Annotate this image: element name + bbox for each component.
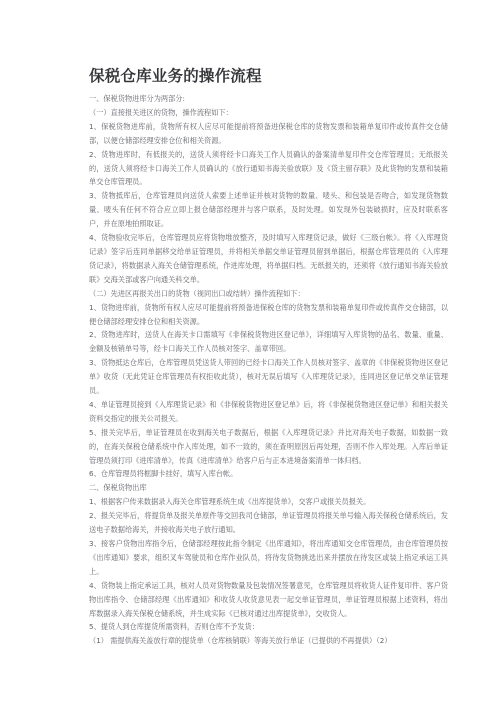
paragraph: 4、货物装上指定承运工具，核对人员对货物数量及包装情况签署意见，仓库管理员将收货人证件复印件、客户货物出库指令、仓储部经理《出库通知》和收货人收货意见表一起交单证管理员，单证管理员根据上述资料，将出库数据录入海关保税仓储系统，并生成实际《已核对通过出库提货单》，交收货人。 [89, 580, 448, 618]
paragraph: 5、提货人到仓库提货所需资料，否则仓库不予发货： [89, 622, 259, 632]
document-title: 保税仓库业务的操作流程 [89, 67, 262, 85]
paragraph: 4、单证管理员接到《入库理货记录》和《非保税货物进区登记单》后，将《非保税货物进区登记单》和相关报关资料交指定的报关公司报关。 [89, 399, 448, 423]
paragraph: 1、货物进库前，货物所有权人应尽可能提前将预备进保税仓库的货物发票和装箱单复印件或传真件交仓储部，以便仓储部经理安排仓位和相关资源。 [89, 302, 448, 326]
paragraph: 1、保税货物进库前，货物所有权人应尽可能提前将预备进保税仓库的货物发票和装箱单复印件或传真件交仓储部，以便仓储部经理安排仓位和相关资源。 [89, 121, 448, 145]
paragraph: 2、报关完毕后，将提货单及报关单原件等交回我司仓储部，单证管理员将报关单号输入海关保税仓储系统后，发送电子数据给海关，并接收海关电子放行通知。 [89, 511, 448, 535]
paragraph: 6、仓库管理员将框脚卡挂好，填写入库台帐。 [89, 469, 238, 479]
subsection-heading: （二）先进区再报关出口的货物（视同出口或结转）操作流程如下： [89, 288, 305, 298]
paragraph: 3、接客户货物出库指令后，仓储部经理按此指令制定《出库通知》，将出库通知交仓库管理员，由仓库管理员按《出库通知》要求，组织叉车驾驶员和仓库作业队员，将待发货物挑选出来并摆放在待发区或装上指定承运工具上。 [89, 539, 448, 576]
paragraph: 3、货物抵达仓库后，仓库管理员凭送货人带回的已经卡口海关工作人员核对签字、盖章的《非保税货物进区登记单》收货（无此凭证仓库管理员有权拒收此货），核对无误后填写《入库理货记录》，连同进区登记单交单证管理员。 [89, 358, 448, 396]
paragraph: 2、货物进库时，送货人在海关卡口需填写《非保税货物进区登记单》，详细填写入库货物的品名、数量、重量、金额及核销单号等，经卡口海关工作人员核对签字、盖章带回。 [89, 330, 448, 354]
paragraph: （1） 需提供海关盖放行章的提货单（仓库核销联）等海关放行单证（已提供的不再提供）（2） [89, 636, 392, 646]
section-heading: 一、保税货物进库分为两部分: [89, 94, 185, 103]
paragraph: 1、根据客户传来数据录入海关仓库管理系统生成《出库提货单》，交客户或报关员报关。 [89, 497, 371, 507]
paragraph: 3、货物抵库后，仓库管理员向送货人索要上述单证并核对货物的数量、唛头、和包装是否吻合，如发现货物数量、唛头有任何不符合应立即上报仓储部经理并与客户联系，及时处理。如发现外包装破损时，应及时联系客户，并在原地拍照取证。 [89, 191, 448, 229]
paragraph: 5、报关完毕后，单证管理员在收到海关电子数据后，根据《入库理货记录》并比对海关电子数据，如数据一致的，在海关保税仓储系统中作入库处理，如不一致的，须在查明原因后再处理，否则不作入库处理。入库后单证管理员须打印《进库清单》，传真《进库清单》给客户后与正本进境备案清单一体归档。 [89, 427, 448, 465]
subsection-heading: （一）直接报关进区的货物，操作流程如下： [89, 107, 233, 117]
paragraph: 4、货物验收完毕后，仓库管理员应将货物堆放整齐，及时填写入库理货记录，做好《三级台帐》。将《入库理货记录》签字后连同单据移交给单证管理员，并将相关单据交单证管理员留到单据后，根据仓库管理员的《入库理货记录》，将数据录入海关仓储管理系统，作进库处理，将单据归档。无纸报关的，还须将《放行通知书海关验放联》交海关部或客户向通关科交单。 [89, 233, 448, 284]
section-heading: 二、保税货物出库 [89, 483, 147, 493]
paragraph: 2、货物进库时，有低报关的，送货人须将经卡口海关工作人员确认的备案清单复印件交仓库管理员；无纸报关的，送货人须将经卡口海关工作人员确认的《放行通知书海关验放联》及《货主留存联》及此货物的发票和装箱单交仓库管理员。 [89, 149, 448, 187]
document-body [89, 92, 448, 648]
